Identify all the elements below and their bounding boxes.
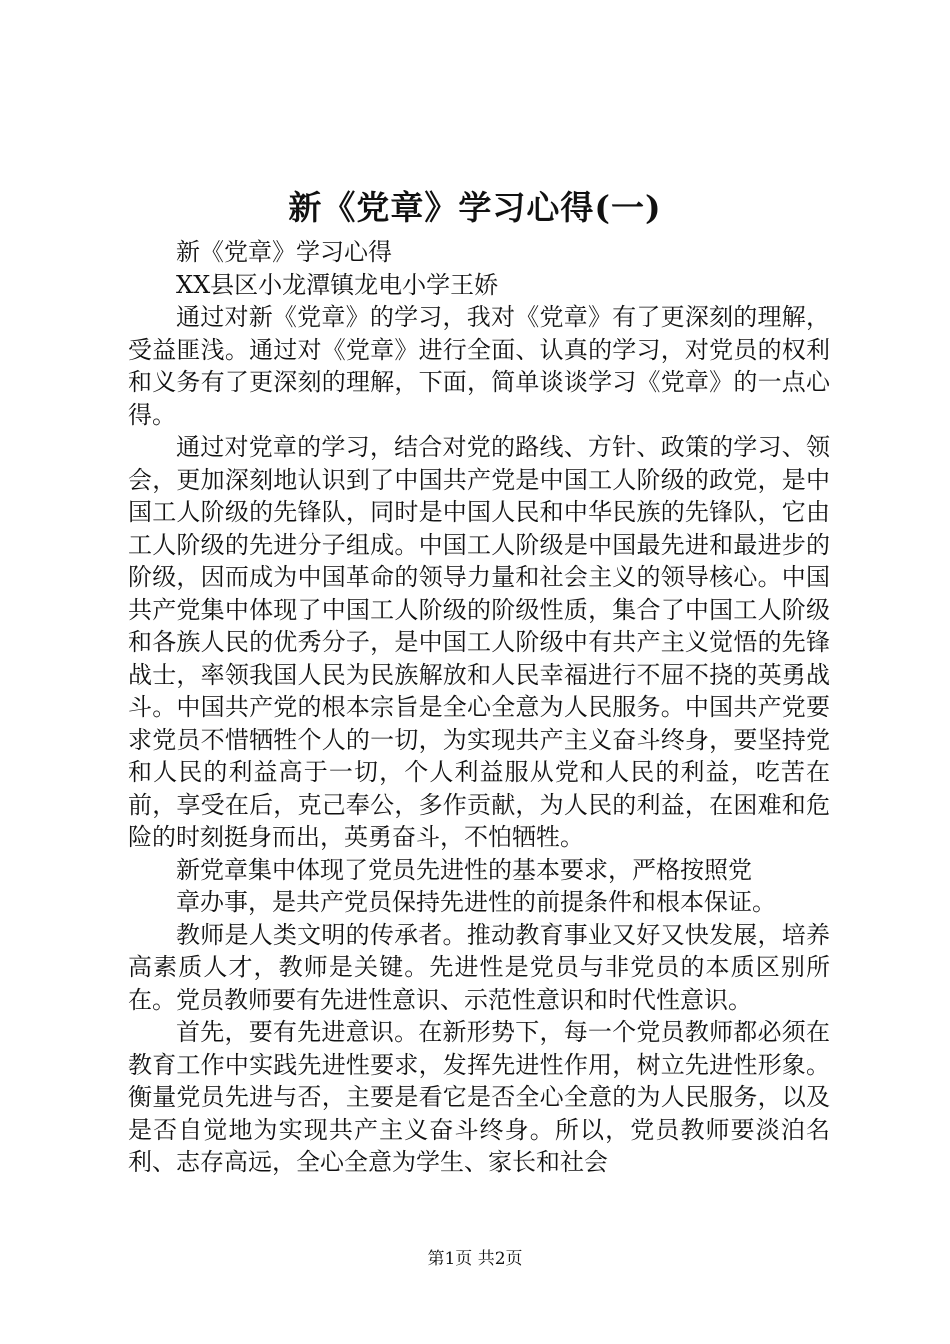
paragraph-1: 通过对新《党章》的学习，我对《党章》有了更深刻的理解，受益匪浅。通过对《党章》进行全面、认真的学习，对党员的权利和义务有了更深刻的理解，下面，简单谈谈学习《党章》的一点心得。 (128, 303, 830, 429)
document-subtitle: 新《党章》学习心得 (176, 238, 392, 266)
document-title: 新《党章》学习心得(一) (288, 188, 662, 227)
page-footer: 第1页 共2页 (427, 1249, 523, 1269)
paragraph-4: 章办事，是共产党员保持先进性的前提条件和根本保证。 (176, 888, 776, 916)
paragraph-5: 教师是人类文明的传承者。推动教育事业又好又快发展，培养高素质人才，教师是关键。先进性是党员与非党员的本质区别所在。党员教师要有先进性意识、示范性意识和时代性意识。 (128, 920, 830, 1014)
paragraph-3: 新党章集中体现了党员先进性的基本要求，严格按照党 (176, 855, 752, 884)
document-body (128, 236, 830, 1179)
author-line: XX县区小龙潭镇龙电小学王娇 (176, 270, 499, 299)
paragraph-2: 通过对党章的学习，结合对党的路线、方针、政策的学习、领会，更加深刻地认识到了中国共产党是中国工人阶级的政党，是中国工人阶级的先锋队，同时是中国人民和中华民族的先锋队，它由工人阶级的先进分子组成。中国工人阶级是中国最先进和最进步的阶级，因而成为中国革命的领导力量和社会主义的领导核心。中国共产党集中体现了中国工人阶级的阶级性质，集合了中国工人阶级和各族人民的优秀分子，是中国工人阶级中有共产主义觉悟的先锋战士，率领我国人民为民族解放和人民幸福进行不屈不挠的英勇战斗。中国共产党的根本宗旨是全心全意为人民服务。中国共产党要求党员不惜牺牲个人的一切，为实现共产主义奋斗终身，要坚持党和人民的利益高于一切，个人利益服从党和人民的利益，吃苦在前，享受在后，克己奉公，多作贡献，为人民的利益，在困难和危险的时刻挺身而出，英勇奋斗，不怕牺牲。 (128, 433, 830, 851)
paragraph-6: 首先，要有先进意识。在新形势下，每一个党员教师都必须在教育工作中实践先进性要求，发挥先进性作用，树立先进性形象。衡量党员先进与否，主要是看它是否全心全意的为人民服务，以及是否自觉地为实现共产主义奋斗终身。所以，党员教师要淡泊名利、志存高远，全心全意为学生、家长和社会 (128, 1018, 830, 1176)
